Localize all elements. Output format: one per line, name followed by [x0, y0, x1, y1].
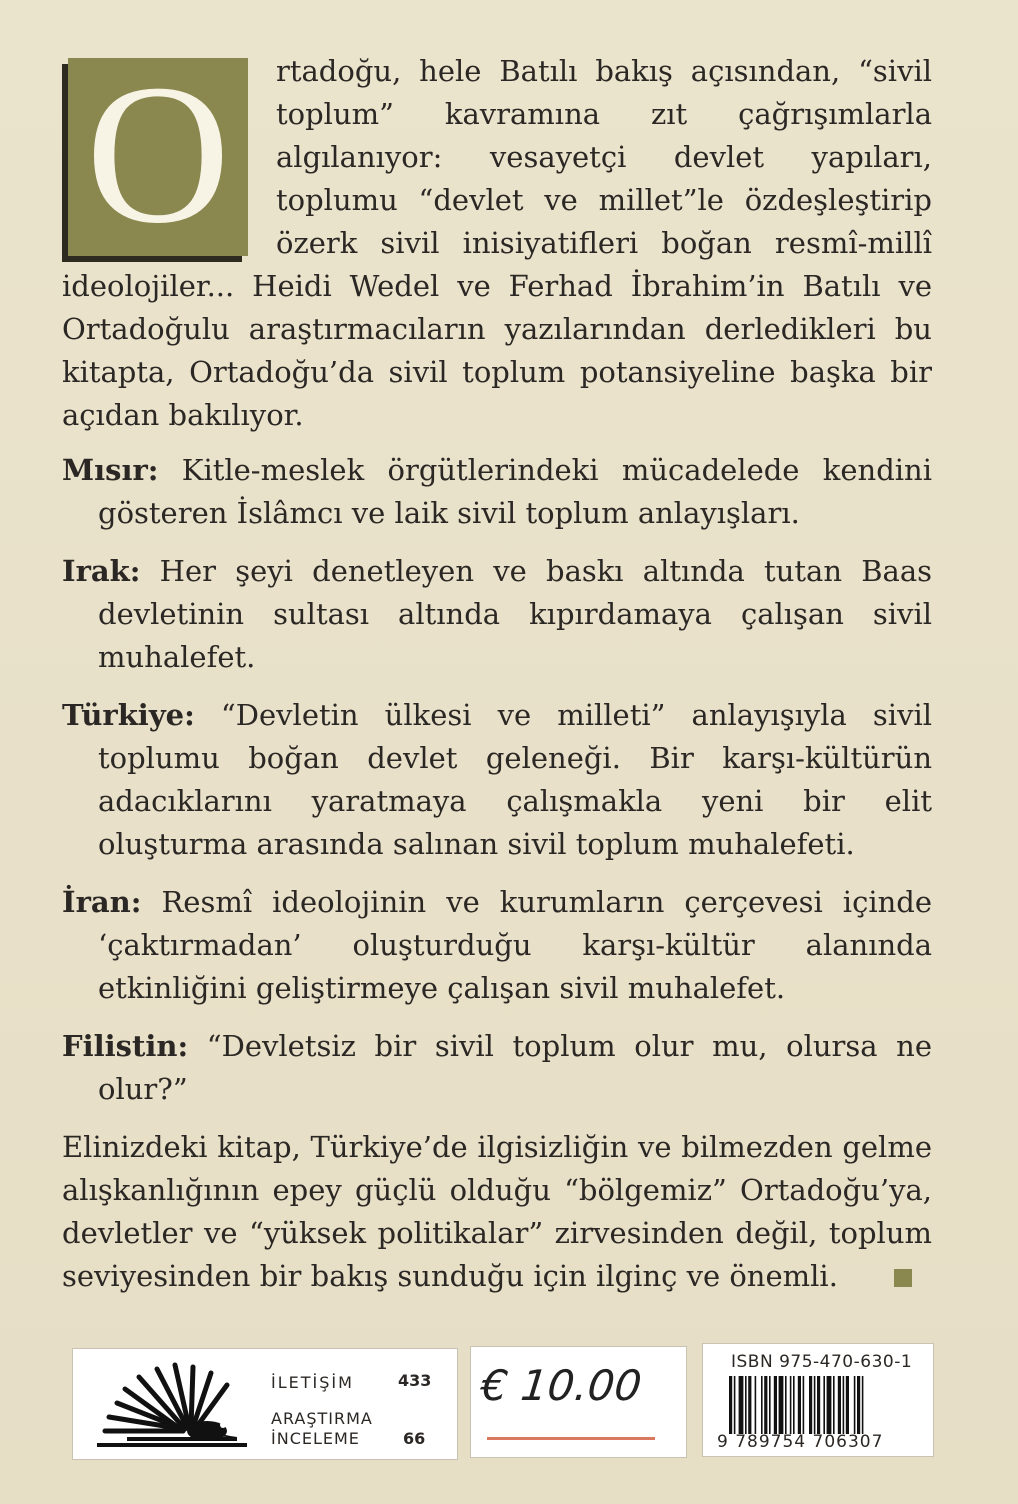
- drop-cap-letter: O: [85, 44, 231, 265]
- closing-text: Elinizdeki kitap, Türkiye’de ilgisizliğin ve bilmezden gelme alışkanlığının epey güçlü olduğu “bölgemiz” Ortadoğu’ya, devletler ve “yüksek politikalar” zirvesinden değil, toplum seviyesinden bir bakış sunduğu için ilginç ve önemli.: [62, 1130, 932, 1293]
- entry-label: Türkiye:: [62, 698, 195, 732]
- entry-text: “Devletsiz bir sivil toplum olur mu, olursa ne olur?”: [98, 1029, 932, 1106]
- publisher-label: [72, 1348, 458, 1460]
- isbn-label: ISBN 975-470-630-1: [731, 1352, 913, 1372]
- entry-label: Irak:: [62, 554, 141, 588]
- entry-label: Filistin:: [62, 1029, 189, 1063]
- hedgehog-logo-icon: [87, 1359, 257, 1451]
- entry-text: Her şeyi denetleyen ve baskı altında tutan Baas devletinin sultası altında kıpırdamaya çalışan sivil muhalefet.: [98, 554, 933, 674]
- drop-cap-box: [68, 44, 248, 265]
- end-square-mark: [894, 1269, 912, 1287]
- isbn-barcode-box: [702, 1343, 934, 1457]
- series-name-line2: İNCELEME: [271, 1429, 360, 1448]
- closing-paragraph: [62, 1126, 932, 1298]
- publisher-name: İLETİŞİM: [271, 1373, 354, 1392]
- entry-text: Resmî ideolojinin ve kurumların çerçevesi içinde ‘çaktırmadan’ oluşturduğu karşı-kültür alanında etkinliğini geliştirmeye çalışan sivil muhalefet.: [98, 885, 933, 1005]
- entry-text: “Devletin ülkesi ve milleti” anlayışıyla sivil toplumu boğan devlet geleneği. Bir karşı-kültürün adacıklarını yaratmaya çalışmakla yeni bir elit oluşturma arasında salınan sivil toplum muhalefeti.: [98, 698, 933, 861]
- price-underline: [487, 1437, 655, 1440]
- entry-irak: [62, 550, 932, 679]
- series-number: 66: [403, 1429, 426, 1448]
- price-text: € 10.00: [478, 1361, 644, 1410]
- barcode-digits: 9 789754 706307: [717, 1432, 884, 1452]
- entry-text: Kitle-meslek örgütlerindeki mücadelede kendini gösteren İslâmcı ve laik sivil toplum anlayışları.: [98, 453, 932, 530]
- entry-iran: [62, 881, 932, 1010]
- entry-label: Mısır:: [62, 453, 159, 487]
- publisher-number: 433: [398, 1371, 432, 1390]
- barcode-icon: [729, 1376, 919, 1434]
- entry-misir: [62, 449, 932, 535]
- entry-label: İran:: [62, 885, 142, 919]
- entry-filistin: [62, 1025, 932, 1111]
- series-name-line1: ARAŞTIRMA: [271, 1409, 373, 1428]
- entry-turkiye: [62, 694, 932, 866]
- price-sticker: [470, 1346, 687, 1458]
- blurb-text: [62, 44, 933, 1298]
- country-entries: [62, 449, 932, 1111]
- intro-paragraph: rtadoğu, hele Batılı bakış açısından, “sivil toplum” kavramına zıt çağrışımlarla algılanıyor: vesayetçi devlet yapıları, toplumu “devlet ve millet”le özdeşleştirip özerk sivil inisiyatifleri boğan resmî-millî ideolojiler... Heidi Wedel ve Ferhad İbrahim’in Batılı ve Ortadoğulu araştırmacıların yazılarından derledikleri bu kitapta, Ortadoğu’da sivil toplum potansiyeline başka bir açıdan bakılıyor.: [62, 54, 932, 432]
